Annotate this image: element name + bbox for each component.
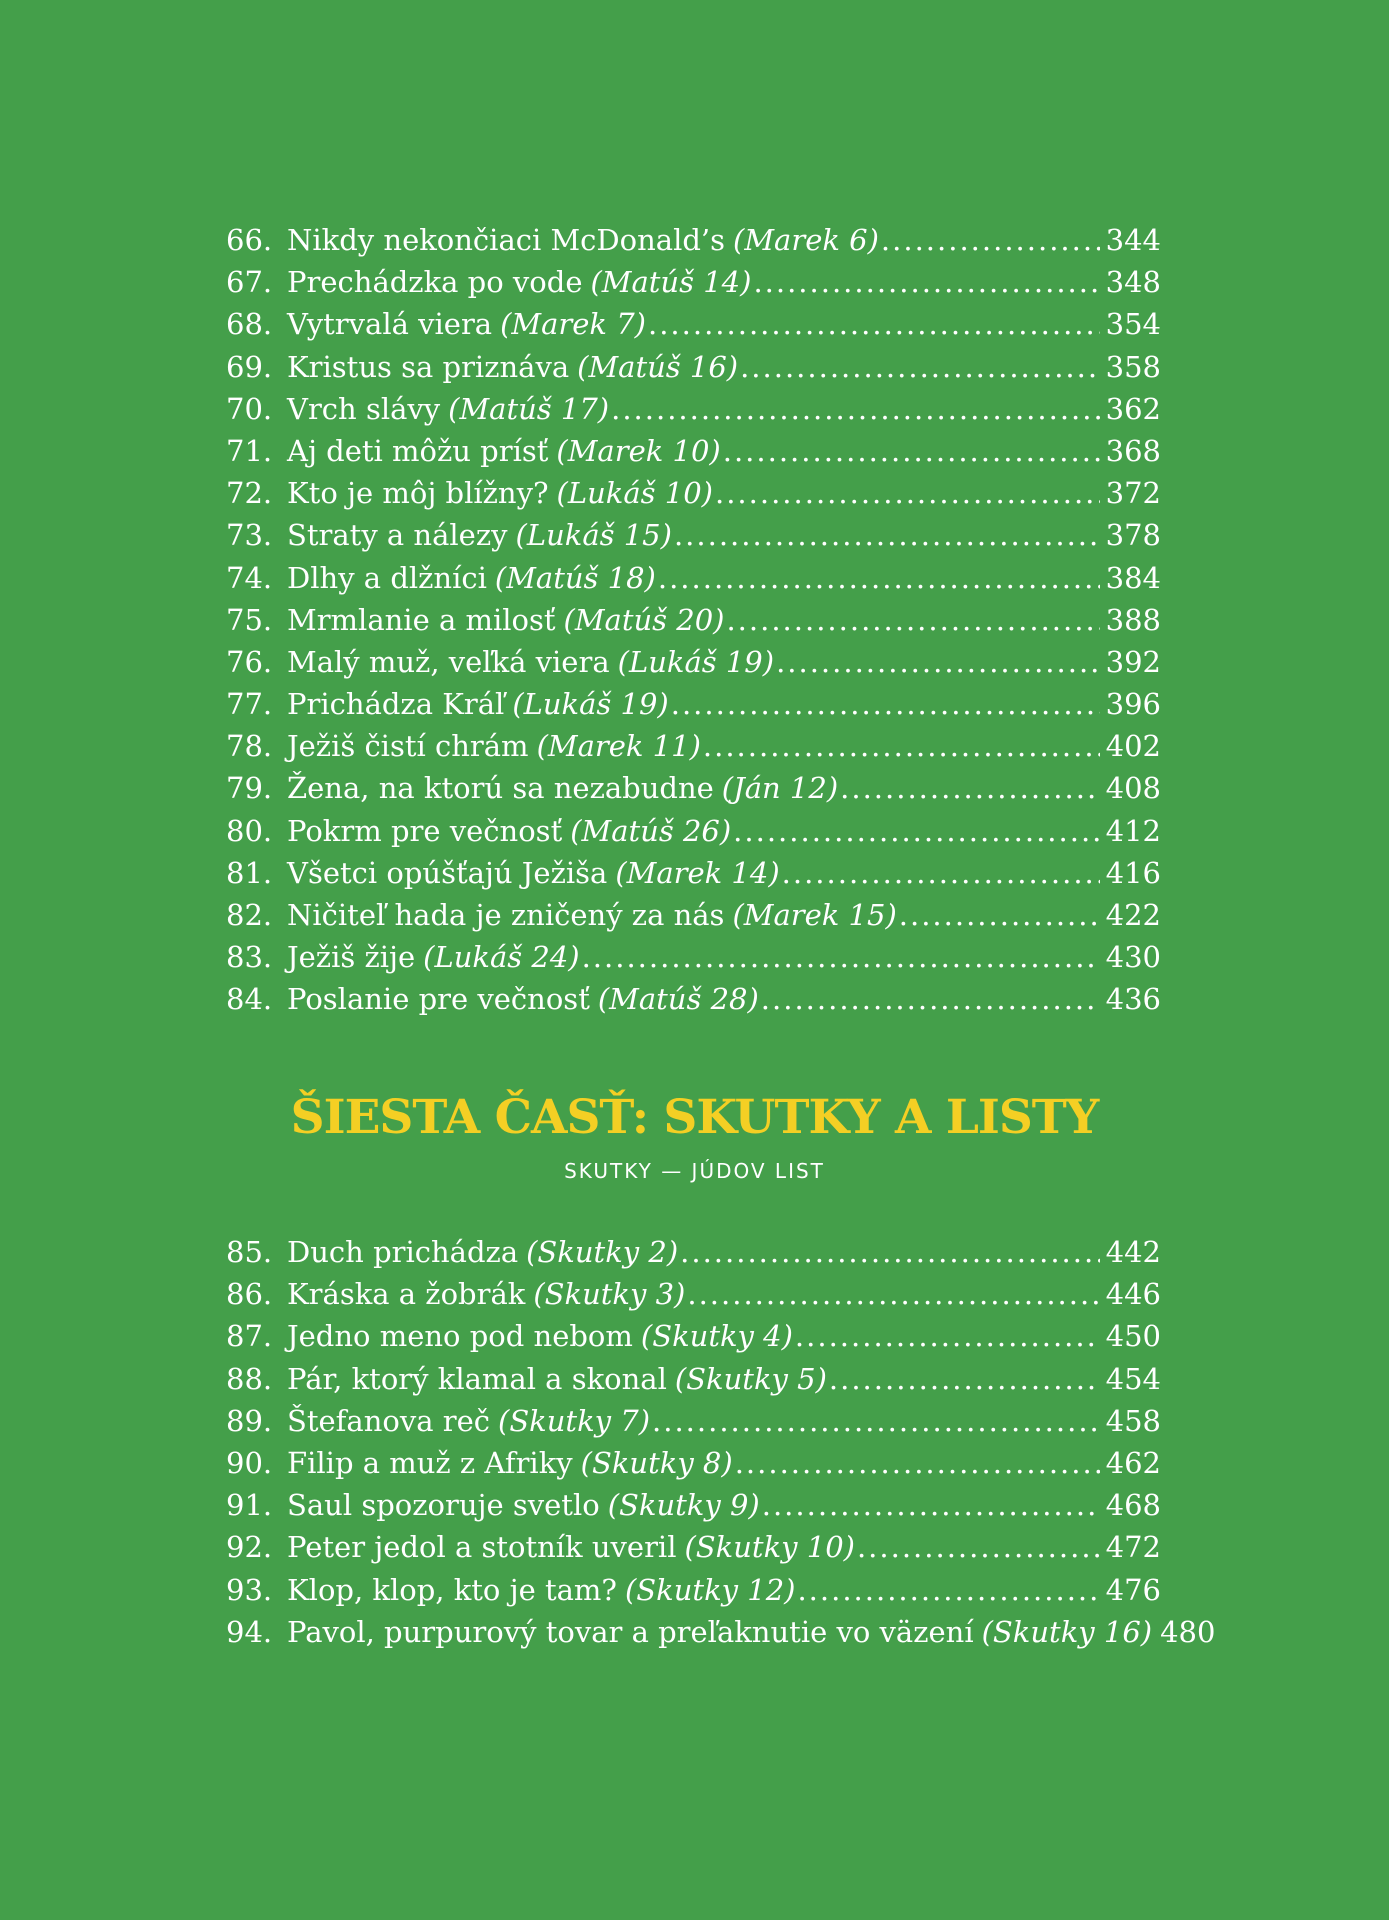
entry-title: Straty a nálezy xyxy=(287,518,508,553)
entry-number: 92. xyxy=(226,1530,273,1565)
entry-page-number: 368 xyxy=(1105,433,1161,468)
entry-page-number: 358 xyxy=(1105,349,1161,384)
entry-title: Vrch slávy xyxy=(287,391,441,426)
toc-entry[interactable] xyxy=(226,1484,1161,1526)
entry-number: 77. xyxy=(226,687,273,722)
entry-page-number: 378 xyxy=(1105,518,1161,553)
entry-title: Kráska a žobrák xyxy=(287,1277,526,1312)
entry-page-number: 446 xyxy=(1105,1277,1161,1312)
entry-page-number: 388 xyxy=(1105,602,1161,637)
dot-leader xyxy=(740,346,1100,388)
entry-page-number: 348 xyxy=(1105,265,1161,300)
entry-page-number: 412 xyxy=(1105,813,1161,848)
entry-page-number: 454 xyxy=(1105,1361,1161,1396)
entry-number: 67. xyxy=(226,265,273,300)
entry-reference: (Marek 7) xyxy=(500,307,646,342)
dot-leader xyxy=(857,1526,1100,1568)
toc-list-part-six xyxy=(226,1231,1216,1653)
entry-number: 82. xyxy=(226,898,273,932)
toc-entry[interactable] xyxy=(226,641,1161,683)
toc-entry[interactable] xyxy=(226,810,1161,852)
toc-entry[interactable] xyxy=(226,1442,1161,1484)
entry-reference: (Lukáš 15) xyxy=(515,518,672,553)
entry-title: Žena, na ktorú sa nezabudne xyxy=(287,771,714,806)
dot-leader xyxy=(703,725,1100,767)
entry-title: Jedno meno pod nebom xyxy=(287,1319,633,1354)
entry-page-number: 450 xyxy=(1105,1319,1161,1354)
dot-leader xyxy=(776,641,1100,683)
toc-entry[interactable] xyxy=(226,303,1161,345)
entry-number: 86. xyxy=(226,1277,273,1312)
entry-title: Malý muž, veľká viera xyxy=(287,644,610,679)
entry-reference: (Skutky 4) xyxy=(640,1319,793,1354)
entry-number: 91. xyxy=(226,1488,273,1523)
toc-entry[interactable] xyxy=(226,219,1161,261)
dot-leader xyxy=(648,303,1100,345)
entry-number: 76. xyxy=(226,644,273,679)
entry-reference: (Skutky 10) xyxy=(684,1530,855,1565)
dot-leader xyxy=(782,852,1100,894)
entry-title: Všetci opúšťajú Ježiša xyxy=(287,855,608,890)
toc-entry[interactable] xyxy=(226,1273,1161,1315)
entry-page-number: 354 xyxy=(1105,307,1161,342)
entry-title: Pár, ktorý klamal a skonal xyxy=(287,1361,667,1396)
entry-reference: (Lukáš 10) xyxy=(556,476,713,511)
entry-number: 93. xyxy=(226,1572,273,1607)
dot-leader xyxy=(797,1569,1099,1611)
toc-entry[interactable] xyxy=(226,1315,1161,1357)
entry-number: 83. xyxy=(226,940,273,975)
dot-leader xyxy=(715,472,1100,514)
entry-reference: (Marek 15) xyxy=(732,898,897,932)
entry-reference: (Matúš 28) xyxy=(597,982,759,1017)
dot-leader xyxy=(881,219,1100,261)
entry-title: Kristus sa priznáva xyxy=(287,349,570,384)
entry-title: Pavol, purpurový tovar a preľaknutie vo väzení xyxy=(287,1614,974,1649)
toc-entry[interactable] xyxy=(226,683,1161,725)
entry-reference: (Skutky 3) xyxy=(533,1277,686,1312)
toc-entry[interactable] xyxy=(226,852,1161,894)
entry-number: 68. xyxy=(226,307,273,342)
dot-leader xyxy=(726,599,1099,641)
entry-page-number: 476 xyxy=(1105,1572,1161,1607)
entry-page-number: 408 xyxy=(1105,771,1161,806)
entry-page-number: 462 xyxy=(1105,1445,1161,1480)
toc-entry[interactable] xyxy=(226,894,1161,936)
toc-entry[interactable] xyxy=(226,1358,1161,1400)
entry-title: Pokrm pre večnosť xyxy=(287,813,563,848)
entry-page-number: 416 xyxy=(1105,855,1161,890)
entry-number: 69. xyxy=(226,349,273,384)
entry-reference: (Skutky 8) xyxy=(580,1445,733,1480)
entry-page-number: 480 xyxy=(1160,1614,1216,1649)
entry-number: 84. xyxy=(226,982,273,1017)
entry-page-number: 384 xyxy=(1105,560,1161,595)
toc-list-part-five xyxy=(226,219,1161,1021)
toc-entry[interactable] xyxy=(226,1611,1216,1653)
entry-page-number: 396 xyxy=(1105,687,1161,722)
entry-title: Vytrvalá viera xyxy=(287,307,493,342)
dot-leader xyxy=(687,1273,1099,1315)
entry-reference: (Marek 6) xyxy=(733,223,879,257)
dot-leader xyxy=(652,1400,1100,1442)
dot-leader xyxy=(829,1358,1100,1400)
entry-reference: (Marek 10) xyxy=(556,433,721,468)
dot-leader xyxy=(840,767,1100,809)
dot-leader xyxy=(795,1315,1100,1357)
dot-leader xyxy=(735,1442,1100,1484)
entry-page-number: 362 xyxy=(1105,391,1161,426)
entry-number: 87. xyxy=(226,1319,273,1354)
toc-entry[interactable] xyxy=(226,1400,1161,1442)
entry-title: Klop, klop, kto je tam? xyxy=(287,1572,617,1607)
entry-reference: (Matúš 14) xyxy=(590,265,752,300)
dot-leader xyxy=(658,557,1100,599)
toc-entry[interactable] xyxy=(226,346,1161,388)
entry-title: Saul spozoruje svetlo xyxy=(287,1488,600,1523)
entry-title: Ježiš žije xyxy=(287,940,416,975)
dot-leader xyxy=(899,894,1100,936)
entry-number: 66. xyxy=(226,223,273,257)
entry-number: 78. xyxy=(226,729,273,764)
toc-entry[interactable] xyxy=(226,1526,1161,1568)
entry-number: 74. xyxy=(226,560,273,595)
toc-entry[interactable] xyxy=(226,978,1161,1020)
dot-leader xyxy=(723,430,1100,472)
section-heading: ŠIESTA ČASŤ: SKUTKY A LISTY xyxy=(290,1090,1099,1145)
entry-title: Prichádza Kráľ xyxy=(287,687,505,722)
entry-title: Ničiteľ hada je zničený za nás xyxy=(287,898,725,932)
entry-page-number: 402 xyxy=(1105,729,1161,764)
entry-title: Prechádzka po vode xyxy=(287,265,583,300)
entry-page-number: 436 xyxy=(1105,982,1161,1017)
entry-reference: (Matúš 17) xyxy=(448,391,610,426)
entry-title: Filip a muž z Afriky xyxy=(287,1445,573,1480)
dot-leader xyxy=(762,1484,1100,1526)
entry-reference: (Marek 14) xyxy=(615,855,780,890)
entry-title: Poslanie pre večnosť xyxy=(287,982,590,1017)
entry-number: 81. xyxy=(226,855,273,890)
dot-leader xyxy=(753,261,1099,303)
toc-entry[interactable] xyxy=(226,472,1161,514)
entry-number: 73. xyxy=(226,518,273,553)
entry-reference: (Ján 12) xyxy=(721,771,839,806)
toc-entry[interactable] xyxy=(226,430,1161,472)
entry-reference: (Skutky 12) xyxy=(624,1572,796,1607)
entry-title: Ježiš čistí chrám xyxy=(287,729,529,764)
entry-number: 71. xyxy=(226,433,273,468)
entry-number: 80. xyxy=(226,813,273,848)
entry-reference: (Lukáš 24) xyxy=(423,940,580,975)
dot-leader xyxy=(671,683,1100,725)
entry-number: 79. xyxy=(226,771,273,806)
entry-page-number: 430 xyxy=(1105,940,1161,975)
toc-entry[interactable] xyxy=(226,557,1161,599)
entry-page-number: 344 xyxy=(1105,223,1161,257)
entry-page-number: 392 xyxy=(1105,644,1161,679)
entry-title: Mrmlanie a milosť xyxy=(287,602,556,637)
entry-reference: (Marek 11) xyxy=(536,729,701,764)
entry-title: Nikdy nekončiaci McDonald’s xyxy=(287,223,726,257)
dot-leader xyxy=(582,936,1100,978)
toc-entry[interactable] xyxy=(226,767,1161,809)
entry-title: Aj deti môžu prísť xyxy=(287,433,549,468)
section-subtitle: SKUTKY — JÚDOV LIST xyxy=(564,1159,825,1183)
entry-number: 75. xyxy=(226,602,273,637)
entry-reference: (Skutky 16) xyxy=(981,1614,1153,1649)
entry-number: 70. xyxy=(226,391,273,426)
toc-entry[interactable] xyxy=(226,388,1161,430)
entry-reference: (Matúš 18) xyxy=(494,560,656,595)
entry-page-number: 422 xyxy=(1105,898,1161,932)
toc-entry[interactable] xyxy=(226,514,1161,556)
entry-reference: (Matúš 20) xyxy=(563,602,725,637)
entry-number: 88. xyxy=(226,1361,273,1396)
dot-leader xyxy=(674,514,1100,556)
entry-page-number: 458 xyxy=(1105,1403,1161,1438)
entry-reference: (Lukáš 19) xyxy=(512,687,669,722)
toc-entry[interactable] xyxy=(226,261,1161,303)
dot-leader xyxy=(733,810,1099,852)
entry-reference: (Matúš 16) xyxy=(577,349,739,384)
dot-leader xyxy=(680,1231,1100,1273)
entry-number: 89. xyxy=(226,1403,273,1438)
entry-title: Duch prichádza xyxy=(287,1235,519,1269)
toc-entry[interactable] xyxy=(226,1231,1161,1273)
toc-entry[interactable] xyxy=(226,725,1161,767)
entry-reference: (Lukáš 19) xyxy=(617,644,775,679)
toc-entry[interactable] xyxy=(226,1569,1161,1611)
entry-number: 90. xyxy=(226,1445,273,1480)
entry-number: 72. xyxy=(226,476,273,511)
entry-number: 85. xyxy=(226,1235,273,1269)
entry-page-number: 442 xyxy=(1105,1235,1161,1269)
dot-leader xyxy=(611,388,1100,430)
toc-entry[interactable] xyxy=(226,936,1161,978)
entry-reference: (Skutky 5) xyxy=(674,1361,827,1396)
dot-leader xyxy=(761,978,1100,1020)
entry-title: Štefanova reč xyxy=(287,1403,490,1438)
entry-reference: (Skutky 9) xyxy=(607,1488,760,1523)
entry-reference: (Skutky 7) xyxy=(498,1403,651,1438)
entry-page-number: 472 xyxy=(1105,1530,1161,1565)
entry-title: Dlhy a dlžníci xyxy=(287,560,487,595)
entry-reference: (Matúš 26) xyxy=(570,813,732,848)
entry-page-number: 468 xyxy=(1105,1488,1161,1523)
toc-entry[interactable] xyxy=(226,599,1161,641)
entry-page-number: 372 xyxy=(1105,476,1161,511)
entry-title: Peter jedol a stotník uveril xyxy=(287,1530,677,1565)
entry-title: Kto je môj blížny? xyxy=(287,476,549,511)
entry-reference: (Skutky 2) xyxy=(526,1235,679,1269)
entry-number: 94. xyxy=(226,1614,273,1649)
